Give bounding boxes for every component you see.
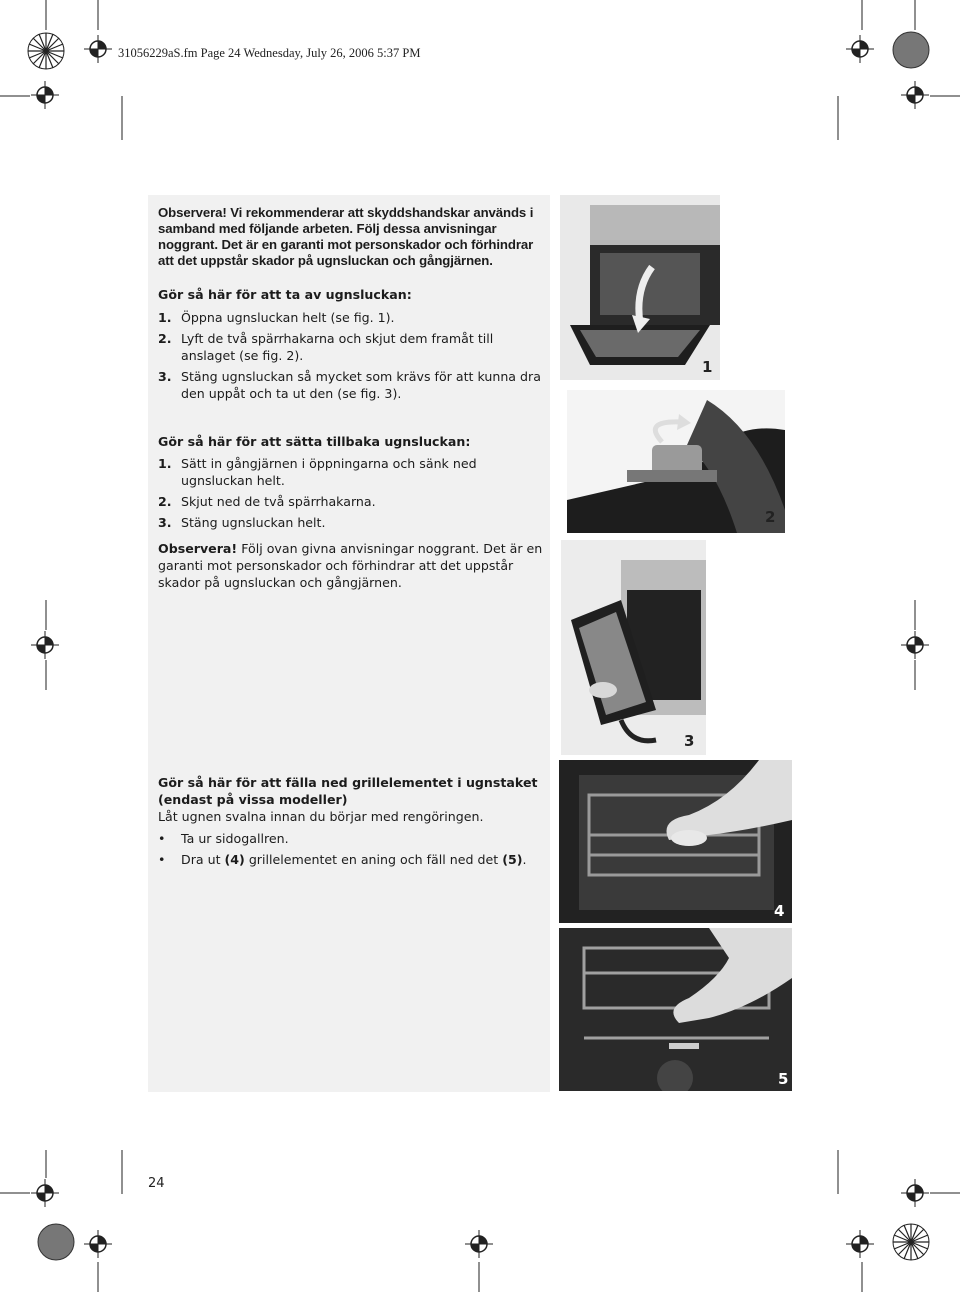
figure-2-photo [567, 390, 785, 533]
intro-warning: Observera! Vi rekommenderar att skyddshandskar används i samband med följande arbeten. Följ dessa anvisningar noggrant. Det är en garanti mot personskador och förhindrar att det uppstår skador på ugnsluckan och gångjärnen. [158, 205, 534, 268]
list-item: 2. Skjut ned de två spärrhakarna. [158, 494, 376, 509]
figure-1-label: 1 [702, 358, 713, 376]
hinge-illustration [567, 390, 785, 533]
oven-open-door-illustration [560, 195, 720, 380]
list-item: • Ta ur sidogallren. [158, 831, 289, 846]
grill-element-fold-illustration [559, 928, 792, 1091]
figure-5-photo [559, 928, 792, 1091]
figure-5-label: 5 [778, 1070, 789, 1088]
refit-door-steps [158, 455, 543, 535]
refit-door-heading: Gör så här för att sätta tillbaka ugnsluckan: [158, 434, 471, 449]
list-item: 1. Sätt in gångjärnen i öppningarna och sänk ned ugnsluckan helt. [158, 456, 477, 488]
list-item: 3. Stäng ugnsluckan så mycket som krävs för att kunna dra den uppåt och ta ut den (se fig. 3). [158, 369, 541, 401]
list-item: 1. Öppna ugnsluckan helt (se fig. 1). [158, 310, 395, 325]
grill-heading: Gör så här för att fälla ned grillelementet i ugnstaket (endast på vissa modeller) [158, 775, 538, 807]
remove-door-heading: Gör så här för att ta av ugnsluckan: [158, 287, 412, 302]
list-item: 2. Lyft de två spärrhakarna och skjut dem framåt till anslaget (se fig. 2). [158, 331, 494, 363]
list-item: 3. Stäng ugnsluckan helt. [158, 515, 326, 530]
remove-door-steps [158, 309, 543, 406]
figure-2-label: 2 [765, 508, 776, 526]
file-info-header: 31056229aS.fm Page 24 Wednesday, July 26, 2006 5:37 PM [118, 46, 421, 60]
grill-intro: Låt ugnen svalna innan du börjar med rengöringen. [158, 809, 484, 824]
figure-1-photo [560, 195, 720, 380]
figure-4-photo [559, 760, 792, 923]
refit-door-note: Observera! Följ ovan givna anvisningar noggrant. Det är en garanti mot personskador och förhindrar att det uppstår skador på ugnsluckan och gångjärnen. [158, 541, 543, 590]
figure-3-label: 3 [684, 732, 695, 750]
figure-3-photo [561, 540, 706, 755]
figure-4-label: 4 [774, 902, 785, 920]
list-item: • Dra ut (4) grillelementet en aning och fäll ned det (5). [158, 852, 527, 867]
door-removal-illustration [561, 540, 706, 755]
page-number: 24 [148, 1176, 165, 1191]
grill-element-pull-illustration [559, 760, 792, 923]
grill-bullets [158, 830, 543, 872]
